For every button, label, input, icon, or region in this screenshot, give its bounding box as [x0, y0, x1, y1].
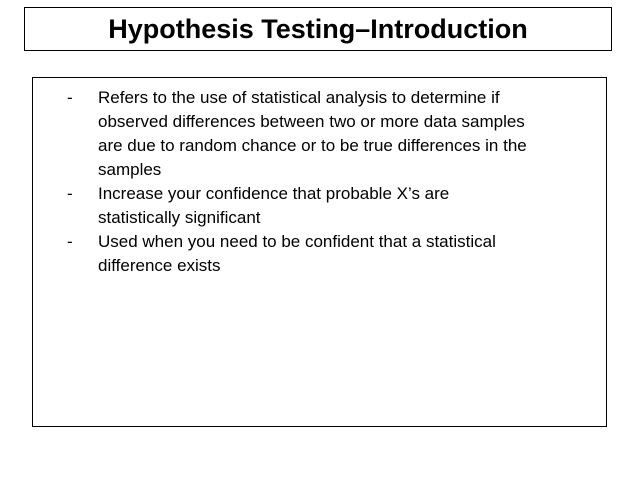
bullet-1-line-1: Refers to the use of statistical analysis to determine if [98, 88, 500, 107]
bullet-dash-icon: - [67, 184, 73, 203]
bullet-2-line-2: statistically significant [98, 208, 261, 227]
bullet-1-line-4: samples [98, 160, 162, 179]
bullet-dash-icon: - [67, 88, 73, 107]
slide-title: Hypothesis Testing–Introduction [108, 13, 528, 44]
slide-title-box [24, 7, 612, 51]
bullet-list [67, 86, 597, 278]
bullet-1-line-3: are due to random chance or to be true differences in the [98, 136, 527, 155]
bullet-2-line-1: Increase your confidence that probable X’s are [98, 184, 450, 203]
bullet-item-3 [67, 230, 597, 278]
bullet-3-line-1: Used when you need to be confident that a statistical [98, 232, 496, 251]
bullet-dash-icon: - [67, 232, 73, 251]
bullet-1-line-2: observed differences between two or more data samples [98, 112, 525, 131]
slide-content-box [32, 77, 607, 427]
bullet-item-1 [67, 86, 597, 182]
bullet-3-line-2: difference exists [98, 256, 221, 275]
bullet-item-2 [67, 182, 597, 230]
